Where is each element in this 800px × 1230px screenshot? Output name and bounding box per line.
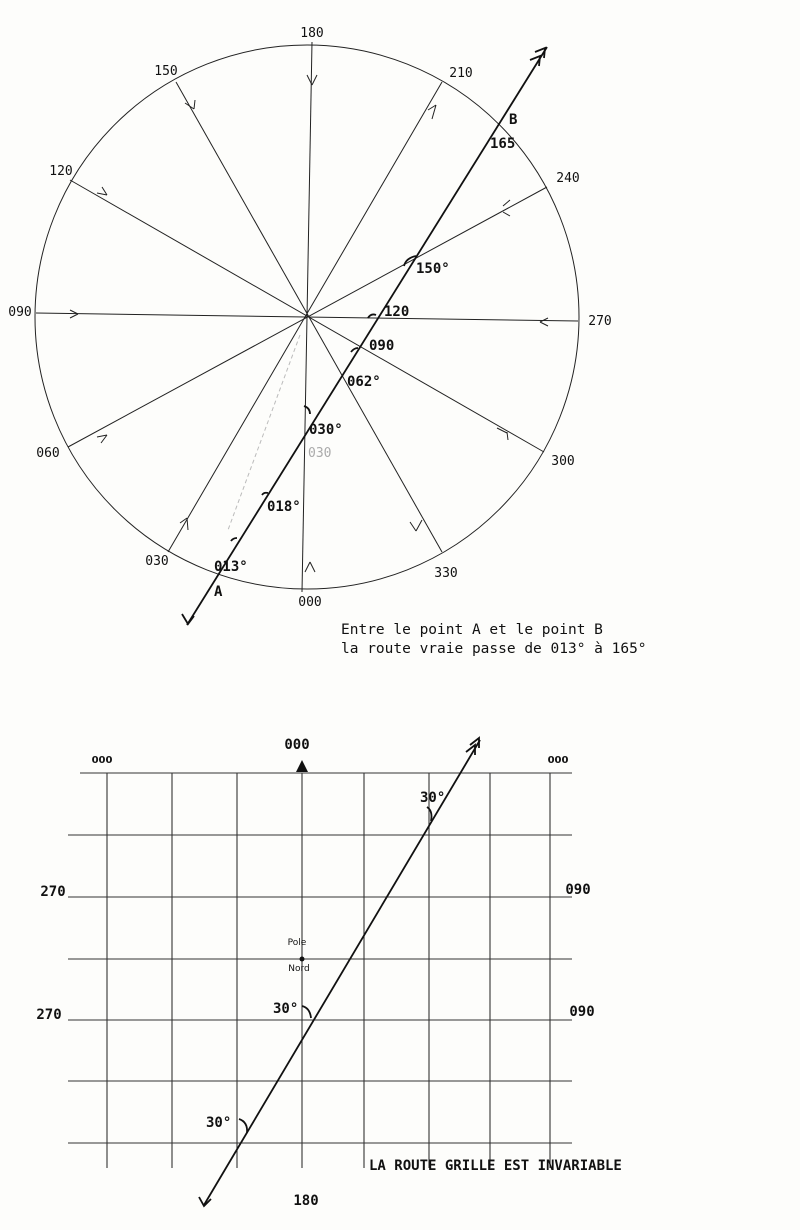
bearing-label-090: 090	[8, 305, 32, 320]
grid-horizontal-lines	[68, 773, 572, 1143]
grid-label-bottom-center: 180	[293, 1193, 319, 1209]
bearing-label-000: 000	[298, 595, 322, 610]
bearing-label-210: 210	[449, 66, 473, 81]
grid-label-right-upper: 090	[565, 882, 591, 898]
bearing-label-300: 300	[551, 454, 575, 469]
angle-label-030: 030°	[309, 422, 343, 438]
compass-caption-line1: Entre le point A et le point B	[341, 622, 603, 638]
angle-label-165: 165	[490, 136, 516, 152]
angle-label-018: 018°	[267, 499, 301, 515]
grid-caption: LA ROUTE GRILLE EST INVARIABLE	[369, 1158, 622, 1174]
grid-label-left-upper: 270	[40, 884, 66, 900]
grid-route-arrow-start-icon	[199, 1197, 211, 1206]
grid-angle-label-mid: 30°	[273, 1001, 299, 1017]
pole-nord-dot	[300, 957, 305, 962]
grid-label-top-left: 000	[91, 755, 113, 766]
bearing-label-060: 060	[36, 446, 60, 461]
faint-angle-label: 030	[308, 446, 332, 461]
grid-label-left-lower: 270	[36, 1007, 62, 1023]
grid-label-top-right: 000	[547, 755, 569, 766]
north-arrow-icon	[296, 760, 308, 772]
grid-label-right-lower: 090	[569, 1004, 595, 1020]
bearing-label-030: 030	[145, 554, 169, 569]
bearing-label-240: 240	[556, 171, 580, 186]
grid-vertical-lines	[107, 773, 550, 1168]
angle-label-150: 150°	[416, 261, 450, 277]
grid-angle-arcs	[239, 807, 432, 1133]
angle-label-013: 013°	[214, 559, 248, 575]
diameter-arrows	[70, 75, 548, 572]
angle-label-062: 062°	[347, 374, 381, 390]
route-line-ab	[187, 47, 547, 625]
grid-diagram	[36, 737, 622, 1209]
grid-label-top-center: 000	[284, 737, 310, 753]
bearing-label-150: 150	[154, 64, 178, 79]
compass-diagram	[8, 26, 646, 657]
bearing-label-180: 180	[300, 26, 324, 41]
angle-arcs	[231, 256, 416, 541]
point-a-label: A	[214, 584, 223, 600]
grid-route-line	[204, 740, 480, 1205]
compass-caption-line2: la route vraie passe de 013° à 165°	[341, 641, 647, 657]
angle-label-090: 090	[369, 338, 395, 354]
diameter-120-300	[70, 180, 544, 452]
grid-angle-label-top: 30°	[420, 790, 446, 806]
pole-label-1: Pole	[287, 938, 307, 948]
angle-label-120: 120	[384, 304, 410, 320]
bearing-label-120: 120	[49, 164, 73, 179]
bearing-label-270: 270	[588, 314, 612, 329]
pole-label-2: Nord	[288, 964, 310, 974]
bearing-label-330: 330	[434, 566, 458, 581]
grid-angle-label-bottom: 30°	[206, 1115, 232, 1131]
point-b-label: B	[509, 112, 518, 128]
